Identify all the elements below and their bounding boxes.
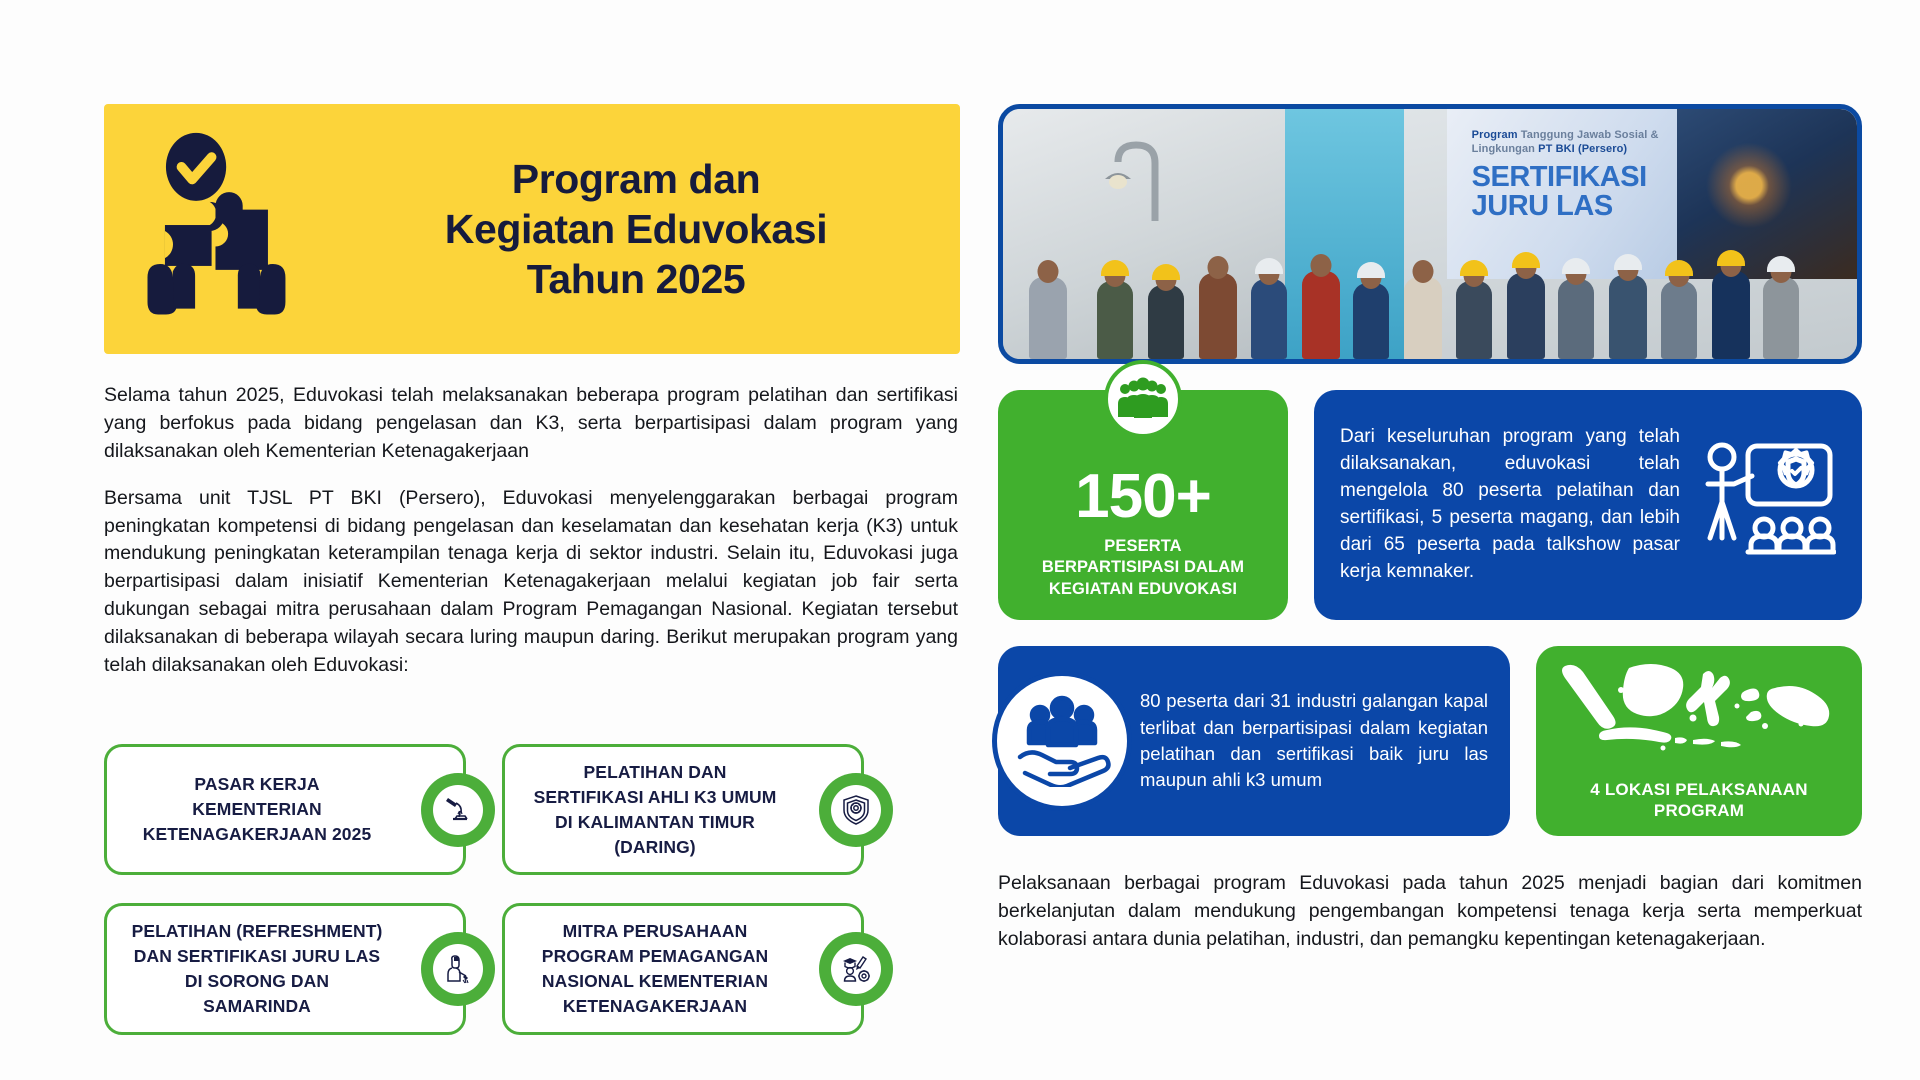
participants-count: 150+ <box>1075 461 1211 531</box>
title-line-1: Program dan <box>511 155 761 202</box>
backdrop-heading <box>1472 163 1659 220</box>
trainer-presentation-icon <box>1690 440 1842 570</box>
safety-shield-gear-icon <box>831 785 881 835</box>
title-line-2: Kegiatan Eduvokasi <box>444 205 828 252</box>
backdrop-program-bold: Program <box>1471 128 1518 141</box>
backdrop-program-rest: Tanggung Jawab Sosial & <box>1517 128 1659 141</box>
stats-row-2 <box>998 646 1862 836</box>
street-lamp-icon <box>1097 129 1177 221</box>
page-title <box>334 154 960 304</box>
graduate-gear-icon <box>831 944 881 994</box>
group-people-icon <box>1104 360 1182 438</box>
program-card-ahli-k3[interactable] <box>502 744 864 875</box>
stats-row-1 <box>998 390 1862 620</box>
intro-paragraph-2: Bersama unit TJSL PT BKI (Persero), Eduvokasi menyelenggarakan berbagai program peningkatan kompetensi di bidang pengelasan dan keselamatan dan kesehatan kerja (K3) untuk mendukung peningkatan keterampilan tenaga kerja di sektor industri. Selain itu, Eduvokasi juga berpartisipasi dalam inisiatif Kementerian Ketenagakerjaan melalui kegiatan job fair serta dukungan sebagai mitra perusahaan dalam Program Pemagangan Nasional. Kegiatan tersebut dilaksanakan di beberapa wilayah secara luring maupun daring. Berikut merupakan program yang telah dilaksanakan oleh Eduvokasi: <box>104 486 958 676</box>
program-row-1 <box>104 744 960 875</box>
program-badge <box>819 773 893 847</box>
backdrop-program-line <box>1472 128 1659 157</box>
backdrop-heading-line2: JURU LAS <box>1471 189 1613 222</box>
backdrop-text <box>1472 128 1659 220</box>
program-card-pasar-kerja[interactable] <box>104 744 466 875</box>
program-badge <box>421 932 495 1006</box>
program-row-2 <box>104 903 960 1034</box>
program-list <box>104 744 960 1063</box>
participants-stat-card <box>998 390 1288 620</box>
program-label: PELATIHAN (REFRESHMENT) DAN SERTIFIKASI JURU LAS DI SORONG DAN SAMARINDA <box>131 921 383 1016</box>
right-column <box>998 104 1862 954</box>
group-photo-card <box>998 104 1862 364</box>
intro-paragraph-1: Selama tahun 2025, Eduvokasi telah melaksanakan beberapa program pelatihan dan sertifikasi yang berfokus pada bidang pengelasan dan K3, serta berpartisipasi dalam program yang dilaksanakan oleh Kementerian Ketenagakerjaan <box>104 384 958 462</box>
program-badge <box>819 932 893 1006</box>
participants-caption <box>1042 536 1244 600</box>
industry-stat-card <box>998 646 1510 836</box>
people-group <box>1003 214 1857 359</box>
locations-caption <box>1590 779 1807 823</box>
header-banner <box>104 104 960 354</box>
photo-image <box>1003 109 1857 359</box>
program-label: MITRA PERUSAHAAN PROGRAM PEMAGANGAN NASIONAL KEMENTERIAN KETENAGAKERJAAN <box>541 921 769 1016</box>
program-card-juru-las[interactable] <box>104 903 466 1034</box>
caption-line-2: BERPARTISIPASI DALAM <box>1041 558 1245 577</box>
caption-line-3: KEGIATAN EDUVOKASI <box>1048 579 1238 598</box>
welder-person-icon <box>433 944 483 994</box>
backdrop-line2-light: Lingkungan <box>1471 142 1539 155</box>
caption-line-1: PESERTA <box>1104 536 1182 555</box>
handshake-puzzle-check-icon <box>104 114 334 344</box>
program-summary-text: Dari keseluruhan program yang telah dilaksanakan, eduvokasi telah mengelola 80 peserta pelatihan dan sertifikasi, 5 peserta magang, dan lebih dari 65 peserta pada talkshow pasar kerja kemnaker. <box>1340 426 1680 582</box>
locations-stat-card <box>1536 646 1862 836</box>
backdrop-line2-bold: PT BKI (Persero) <box>1538 142 1628 155</box>
title-line-3: Tahun 2025 <box>526 256 746 302</box>
program-label: PELATIHAN DAN SERTIFIKASI AHLI K3 UMUM DI KALIMANTAN TIMUR (DARING) <box>533 762 777 857</box>
program-summary-card <box>1314 390 1862 620</box>
hand-holding-people-icon <box>992 671 1132 811</box>
closing-paragraph: Pelaksanaan berbagai program Eduvokasi pada tahun 2025 menjadi bagian dari komitmen berkelanjutan dalam mendukung pengembangan kompetensi tenaga kerja serta memperkuat kolaborasi antara dunia pelatihan, industri, dan pemangku kepentingan ketenagakerjaan. <box>998 872 1862 950</box>
welding-torch-icon <box>433 785 483 835</box>
locations-line-1: 4 LOKASI PELAKSANAAN <box>1590 779 1808 799</box>
intro-text <box>104 382 958 680</box>
program-badge <box>421 773 495 847</box>
locations-line-2: PROGRAM <box>1653 801 1745 821</box>
left-column <box>104 104 960 1016</box>
backdrop-heading-line1: SERTIFIKASI <box>1471 161 1647 194</box>
program-card-pemagangan[interactable] <box>502 903 864 1034</box>
industry-stat-text: 80 peserta dari 31 industri galangan kapal terlibat dan berpartisipasi dalam kegiatan pelatihan dan sertifikasi baik juru las maupun ahli k3 umum <box>1140 690 1488 791</box>
program-label: PASAR KERJA KEMENTERIAN KETENAGAKERJAAN 2025 <box>142 774 372 845</box>
indonesia-map-icon <box>1551 654 1847 774</box>
